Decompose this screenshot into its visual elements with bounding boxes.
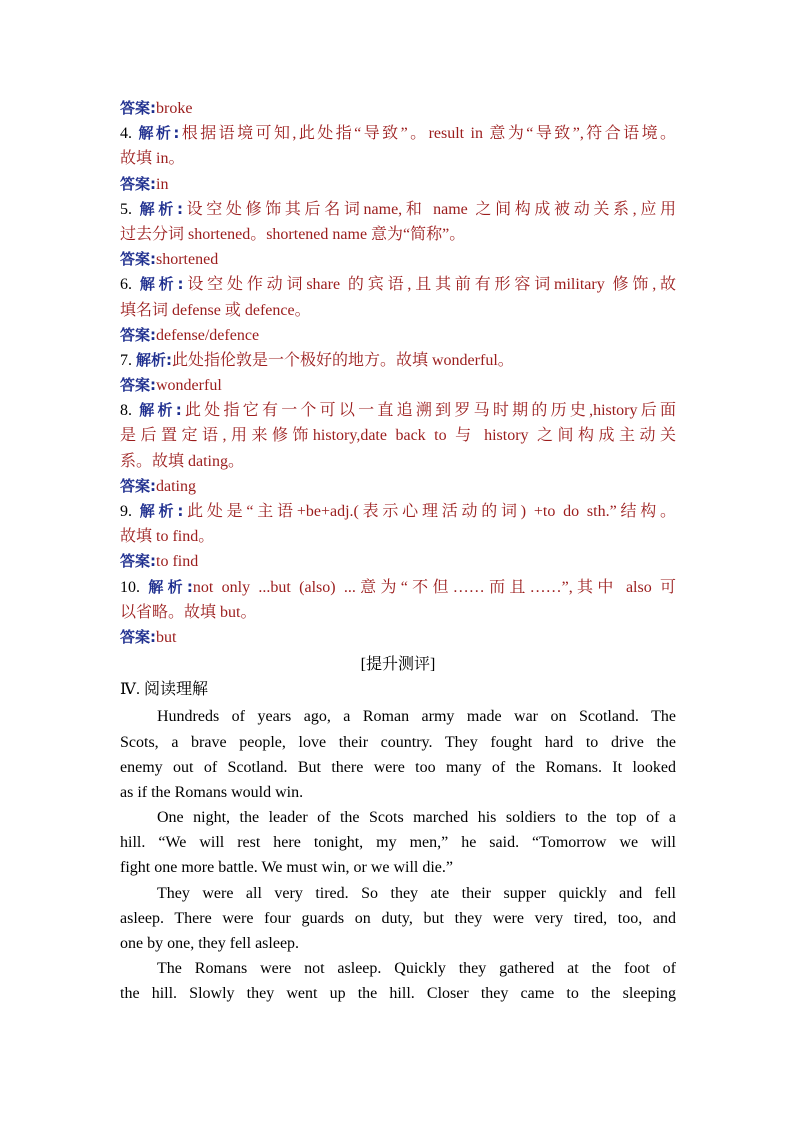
analysis-text: 故填 in。 <box>120 150 185 168</box>
analysis-label: 解析: <box>138 124 180 143</box>
passage-paragraph <box>120 881 676 957</box>
analysis-label: 解析: <box>139 199 183 218</box>
answer-label: 答案: <box>120 174 156 193</box>
analysis-line <box>120 272 676 297</box>
analysis-text: 过去分词 shortened。shortened name 意为“简称”。 <box>120 225 466 243</box>
analysis-line <box>120 121 676 146</box>
analysis-line <box>120 197 676 222</box>
answer-label: 答案: <box>120 250 156 269</box>
analysis-label: 解析: <box>136 350 172 369</box>
passage-line: as if the Romans would win. <box>120 783 304 801</box>
passage-line: Scots, a brave people, love their country. They fought hard to drive the <box>120 733 676 751</box>
answer-line <box>120 549 676 574</box>
section-title: [提升测评] <box>360 656 436 674</box>
answer-line <box>120 96 676 121</box>
analysis-line <box>120 298 676 323</box>
answer-value: to find <box>156 553 199 571</box>
analysis-line <box>120 398 676 423</box>
answer-line <box>120 625 676 650</box>
answer-value: shortened <box>156 251 219 269</box>
analysis-text: 设空处修饰其后名词name,和 name 之间构成被动关系,应用 <box>182 200 676 218</box>
passage-line: They were all very tired. So they ate their supper quickly and fell <box>157 884 676 902</box>
answer-label: 答案: <box>120 476 156 495</box>
document-page <box>120 96 676 1007</box>
passage-line: One night, the leader of the Scots marched his soldiers to the top of a <box>157 809 676 827</box>
answer-value: dating <box>156 477 196 495</box>
analysis-label: 解析: <box>139 502 184 520</box>
answer-value: broke <box>156 100 193 117</box>
analysis-label: 解析: <box>139 401 182 420</box>
answer-line <box>120 172 676 197</box>
item-number: 8. <box>120 402 140 420</box>
passage-line: The Romans were not asleep. Quickly they gathered at the foot of <box>157 960 676 978</box>
answer-line <box>120 474 676 499</box>
analysis-label: 解析: <box>148 577 193 596</box>
passage-line: one by one, they fell asleep. <box>120 935 300 952</box>
item-number: 5. <box>120 200 140 218</box>
answer-line <box>120 323 676 348</box>
answer-label: 答案: <box>120 376 156 395</box>
answer-value: in <box>156 175 169 193</box>
passage-line: enemy out of Scotland. But there were too many of the Romans. It looked <box>120 758 676 776</box>
answer-label: 答案: <box>120 552 156 571</box>
analysis-line <box>120 348 676 373</box>
analysis-line <box>120 524 676 549</box>
analysis-line <box>120 222 676 247</box>
answer-line <box>120 373 676 398</box>
answer-value: but <box>156 628 177 646</box>
analysis-text: 是后置定语,用来修饰history,date back to 与 history 之间构成主动关 <box>120 427 676 445</box>
analysis-text: 故填 to find。 <box>120 528 215 546</box>
answer-value: wonderful <box>156 377 222 395</box>
passage-line: Hundreds of years ago, a Roman army made war on Scotland. The <box>157 708 676 726</box>
passage-line: fight one more battle. We must win, or we will die.” <box>120 859 454 877</box>
passage-paragraph <box>120 805 676 881</box>
answer-label: 答案: <box>120 627 156 646</box>
answer-value: defense/defence <box>156 326 260 344</box>
passage-line: asleep. There were four guards on duty, but they were very tired, too, and <box>120 909 676 927</box>
passage-line: hill. “We will rest here tonight, my men,” he said. “Tomorrow we will <box>120 834 676 852</box>
passage-paragraph <box>120 956 676 1006</box>
item-number: 4. <box>120 125 139 143</box>
answer-line <box>120 247 676 272</box>
analysis-line <box>120 146 676 171</box>
analysis-text: 根据语境可知,此处指“导致”。result in 意为“导致”,符合语境。 <box>179 125 677 143</box>
item-number: 7. <box>120 351 136 369</box>
analysis-line <box>120 499 676 524</box>
section-heading <box>120 677 676 704</box>
analysis-text: 此处指它有一个可以一直追溯到罗马时期的历史,history后面 <box>181 402 676 420</box>
item-number: 10. <box>120 578 149 596</box>
analysis-text: 此处指伦敦是一个极好的地方。故填 wonderful。 <box>172 351 514 369</box>
analysis-line <box>120 449 676 474</box>
section-number: Ⅳ. <box>120 681 144 699</box>
passage-paragraph <box>120 704 676 805</box>
analysis-text: 系。故填 dating。 <box>120 452 244 470</box>
section-name: 阅读理解 <box>143 681 208 699</box>
item-number: 9. <box>120 503 140 520</box>
analysis-text: not only ...but (also) ...意为“不但……而且……”,其中 also 可 <box>192 578 677 596</box>
passage-line: the hill. Slowly they went up the hill. Closer they came to the sleeping <box>120 985 676 1003</box>
analysis-line <box>120 423 676 448</box>
analysis-label: 解析: <box>139 275 184 294</box>
answer-label: 答案: <box>120 99 156 117</box>
answer-label: 答案: <box>120 325 156 344</box>
analysis-text: 此处是“主语+be+adj.(表示心理活动的词) +to do sth.”结构。 <box>183 503 677 520</box>
analysis-line <box>120 575 676 600</box>
item-number: 6. <box>120 276 140 294</box>
analysis-text: 以省略。故填 but。 <box>120 603 257 621</box>
analysis-line <box>120 600 676 625</box>
analysis-text: 设空处作动词share 的宾语,且其前有形容词military 修饰,故 <box>183 276 677 294</box>
analysis-text: 填名词 defense 或 defence。 <box>120 301 311 319</box>
